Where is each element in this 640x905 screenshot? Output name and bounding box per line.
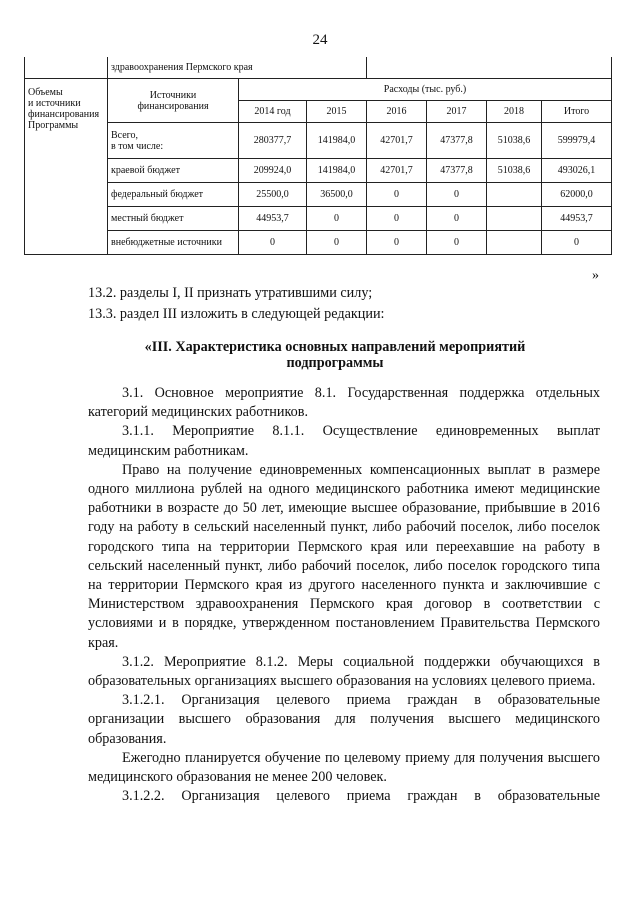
row-label: Всего, в том числе:	[108, 123, 239, 159]
table-cell: 36500,0	[307, 183, 367, 207]
paragraph: 3.1.2.2. Организация целевого приема граждан в образовательные	[122, 788, 600, 805]
item-13-3	[88, 305, 600, 324]
paragraph: 13.2. разделы I, II признать утратившими силу;	[88, 285, 373, 301]
total-header: Итого	[542, 101, 612, 123]
year-header: 2015	[307, 101, 367, 123]
table-cell: 599979,4	[542, 123, 612, 159]
closing-quote: »	[592, 268, 599, 283]
heading-line: подпрограммы	[286, 355, 384, 371]
table-cell: 0	[367, 207, 427, 231]
table-cell: 0	[427, 183, 487, 207]
table-cell: 44953,7	[239, 207, 307, 231]
table-cell: 51038,6	[487, 123, 542, 159]
table-cell: 0	[367, 231, 427, 255]
table-cell: 47377,8	[427, 123, 487, 159]
table-row	[25, 207, 612, 231]
table-cell: 0	[427, 207, 487, 231]
paragraph: 3.1.2. Мероприятие 8.1.2. Меры социальной поддержки обучающихся в образовательных организациях высшего образования на условиях целевого приема.	[88, 653, 600, 690]
table-cell: 280377,7	[239, 123, 307, 159]
paragraph: Право на получение единовременных компенсационных выплат в размере одного миллиона рублей на одного медицинского работника имеют медицинские работники в возрасте до 50 лет, имеющие высшее образование, прибывшие в 2016 году на работу в сельский населенный пункт, либо рабочий поселок, либо поселок городского типа на территории Пермского края или переехавшие на работу в сельский населенный пункт, либо рабочий поселок, либо поселок городского типа на территории Пермского края из другого населенного пункта и заключившие с Министерством здравоохранения Пермского края договор в соответствии с условиями и в порядке, утвержденном постановлением Правительства Пермского края.	[88, 461, 600, 651]
program-financing-label: Объемы и источники финансирования Программы	[25, 79, 108, 255]
table-cell	[487, 183, 542, 207]
table-cell: 0	[307, 207, 367, 231]
page-number: 24	[312, 32, 328, 48]
table-cell: 141984,0	[307, 123, 367, 159]
row-label: внебюджетные источники	[108, 231, 239, 255]
table-cell-blank	[25, 57, 108, 79]
table-cell: 47377,8	[427, 159, 487, 183]
section-heading	[70, 339, 600, 371]
table-cell: 42701,7	[367, 159, 427, 183]
table-top-row-text: здравоохранения Пермского края	[108, 57, 367, 79]
paragraph: 3.1. Основное мероприятие 8.1. Государственная поддержка отдельных категорий медицинских работников.	[88, 385, 600, 421]
table-row	[25, 183, 612, 207]
financing-table	[24, 57, 612, 255]
row-label: краевой бюджет	[108, 159, 239, 183]
table-cell: 0	[239, 231, 307, 255]
table-cell: 62000,0	[542, 183, 612, 207]
paragraph: 3.1.2.1. Организация целевого приема граждан в образовательные организации высшего образования для получения высшего медицинского образования.	[88, 692, 600, 747]
table-cell-blank	[367, 57, 612, 79]
sources-header: Источники финансирования	[108, 79, 239, 123]
table-cell: 0	[307, 231, 367, 255]
paragraph: Ежегодно планируется обучение по целевому приему для получения высшего медицинского образования не менее 200 человек.	[88, 749, 600, 786]
table-cell: 51038,6	[487, 159, 542, 183]
table-row	[25, 159, 612, 183]
year-header: 2017	[427, 101, 487, 123]
row-label: федеральный бюджет	[108, 183, 239, 207]
table-cell	[487, 231, 542, 255]
row-label: местный бюджет	[108, 207, 239, 231]
body-text	[88, 384, 600, 806]
table-cell: 42701,7	[367, 123, 427, 159]
paragraph: 13.3. раздел III изложить в следующей редакции:	[88, 306, 385, 322]
year-header: 2016	[367, 101, 427, 123]
table-cell: 141984,0	[307, 159, 367, 183]
paragraph: 3.1.1. Мероприятие 8.1.1. Осуществление единовременных выплат медицинским работникам.	[88, 423, 600, 459]
expenses-header: Расходы (тыс. руб.)	[239, 79, 612, 101]
year-header: 2018	[487, 101, 542, 123]
table-row	[25, 231, 612, 255]
year-header: 2014 год	[239, 101, 307, 123]
table-cell: 493026,1	[542, 159, 612, 183]
table-cell: 0	[542, 231, 612, 255]
table-cell: 209924,0	[239, 159, 307, 183]
table-cell: 0	[427, 231, 487, 255]
table-cell: 25500,0	[239, 183, 307, 207]
table-cell	[487, 207, 542, 231]
table-cell: 0	[367, 183, 427, 207]
item-13-2	[88, 284, 600, 303]
table-row	[25, 123, 612, 159]
table-cell: 44953,7	[542, 207, 612, 231]
heading-line: «III. Характеристика основных направлений мероприятий	[144, 339, 526, 355]
